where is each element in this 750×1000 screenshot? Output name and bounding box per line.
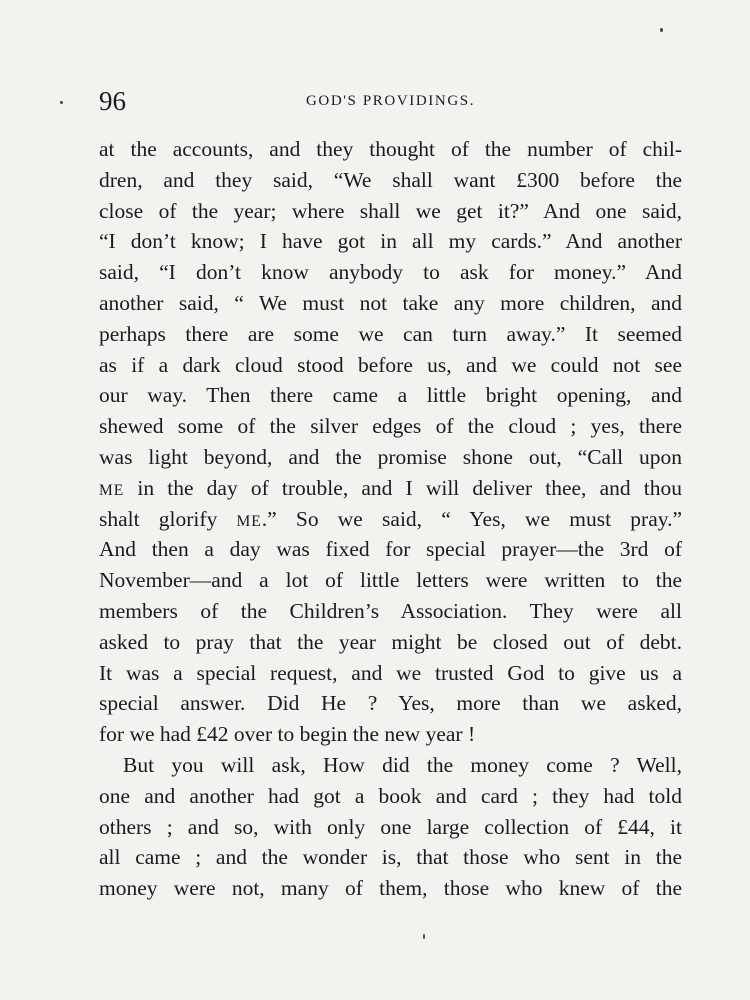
text-segment: one and another had got a book and card ; they had told: [99, 783, 682, 808]
text-segment: our way. Then there came a little bright opening, and: [99, 383, 682, 408]
text-segment: others ; and so, with only one large collection of £44, it: [99, 814, 682, 839]
text-segment: said, “I don’t know anybody to ask for money.” And: [99, 260, 682, 285]
text-segment: all came ; and the wonder is, that those who sent in the: [99, 845, 682, 870]
text-line: [99, 750, 682, 781]
text-segment: money were not, many of them, those who knew of the: [99, 876, 682, 901]
text-segment: as if a dark cloud stood before us, and we could not see: [99, 352, 682, 377]
text-line: [99, 565, 682, 596]
text-line: [99, 196, 682, 227]
text-segment: shewed some of the silver edges of the cloud ; yes, there: [99, 414, 682, 439]
text-segment: special answer. Did He ? Yes, more than we asked,: [99, 691, 682, 716]
text-line: [99, 411, 682, 442]
small-caps-word: ME: [236, 512, 262, 530]
ink-speck: [60, 101, 63, 104]
text-segment: November—and a lot of little letters were written to the: [99, 568, 682, 593]
text-segment: It was a special request, and we trusted God to give us a: [99, 660, 682, 685]
text-line: [99, 596, 682, 627]
text-line: [99, 873, 682, 904]
text-segment: And then a day was fixed for special prayer—the 3rd of: [99, 537, 682, 562]
text-segment: “I don’t know; I have got in all my cards.” And another: [99, 229, 682, 254]
text-segment: shalt glorify: [99, 506, 237, 531]
text-line: [99, 658, 682, 689]
text-segment: perhaps there are some we can turn away.” It seemed: [99, 321, 682, 346]
text-segment: was light beyond, and the promise shone out, “Call upon: [99, 444, 682, 469]
text-line: [99, 380, 682, 411]
ink-speck: [660, 28, 663, 32]
page-number: 96: [99, 86, 126, 116]
text-line: [99, 226, 682, 257]
text-line: [99, 165, 682, 196]
text-line: [99, 319, 682, 350]
text-segment: .” So we said, “ Yes, we must pray.”: [261, 506, 683, 531]
text-segment: at the accounts, and they thought of the number of chil-: [99, 137, 682, 161]
text-line: [99, 534, 682, 565]
text-segment: But you will ask, How did the money come ? Well,: [123, 752, 682, 777]
text-segment: in the day of trouble, and I will deliver thee, and thou: [124, 475, 682, 500]
text-segment: another said, “ We must not take any more children, and: [99, 290, 682, 315]
text-line: [99, 350, 682, 381]
running-head: [99, 84, 682, 118]
text-line: [99, 781, 682, 812]
text-line: [99, 257, 682, 288]
text-segment: members of the Children’s Association. They were all: [99, 598, 682, 623]
text-segment: asked to pray that the year might be closed out of debt.: [99, 629, 682, 654]
text-line: [99, 504, 682, 535]
text-line: [99, 288, 682, 319]
text-line: [99, 688, 682, 719]
text-segment: close of the year; where shall we get it?” And one said,: [99, 198, 682, 223]
text-segment: dren, and they said, “We shall want £300 before the: [99, 167, 682, 192]
text-line: [99, 442, 682, 473]
text-line: [99, 627, 682, 658]
body-text: [99, 134, 682, 904]
running-title: GOD'S PROVIDINGS.: [305, 93, 476, 109]
text-line: [99, 842, 682, 873]
text-line: [99, 473, 682, 504]
text-segment: for we had £42 over to begin the new year !: [99, 722, 476, 747]
text-line: [99, 719, 682, 750]
ink-speck: [423, 934, 425, 939]
text-line: [99, 812, 682, 843]
text-line: [99, 134, 682, 165]
small-caps-word: ME: [99, 481, 125, 499]
